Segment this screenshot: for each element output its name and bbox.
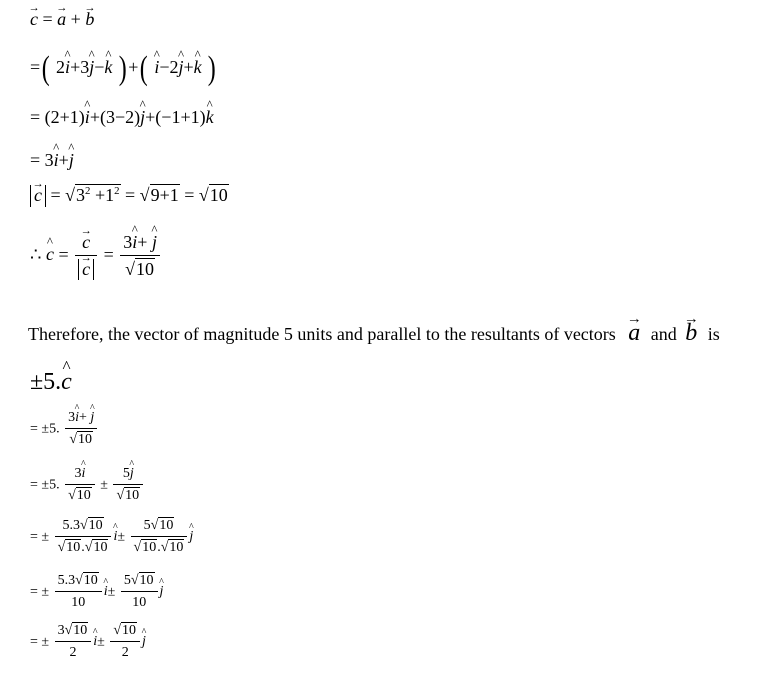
math-line-5: → $c = √3^2 +1^2 = √9+1 = √10$ [30,185,229,207]
vec-c: → c [30,10,38,28]
conclusion-sentence: Therefore, the vector of magnitude 5 units and parallel to the resultants of vectors → a and → b is [28,321,720,345]
fraction-3i-j-over-root10: $\frac{3\^{} i+ \^{} j}{√10}$ [120,232,160,279]
math-line-11: = ± $\frac{5.3√10}{√10.√10}$ ^ i± $\frac{5√10}{√10.√10}$ ^ j [30,518,193,556]
vec-b-large: → b [685,321,697,345]
math-line-9: = ±5. $\frac{3\^{} i+ \^{} j}{√10}$ [30,410,99,448]
math-line-13: = ± $\frac{3√10}{2}$ ^ i± $\frac{√10}{2}$ ^ j [30,623,146,661]
math-line-4: = 3^ i+^ j [30,151,74,169]
vec-b: → b [85,10,94,28]
result-expression: ±5.^ c [30,370,72,394]
math-line-2: =( 2^ i+3^ j−^ k )+( ^ i−2^ j+^ k ) [30,54,218,85]
vec-a-large: → a [628,321,640,345]
math-line-12: = ± $\frac{5.3√10}{10}$ ^ i± $\frac{5√10}{10}$ ^ j [30,573,163,611]
vec-a: → a [57,10,66,28]
math-line-10: = ±5. $\frac{3\^{} i}{√10}$ ± $\frac{5\^{} j}{√10}$ [30,466,145,504]
math-line-6: ∴ ^ c = → c → c = $\frac{3\^{} i+ \^{} j}{√10}$ [30,232,162,280]
fraction-c-over-abs-c: → c → c [75,232,97,280]
math-line-3: = (2+1)^ i+(3−2)^ j+(−1+1)^ k [30,108,214,126]
math-line-1: → c = → a + → b [30,10,94,28]
